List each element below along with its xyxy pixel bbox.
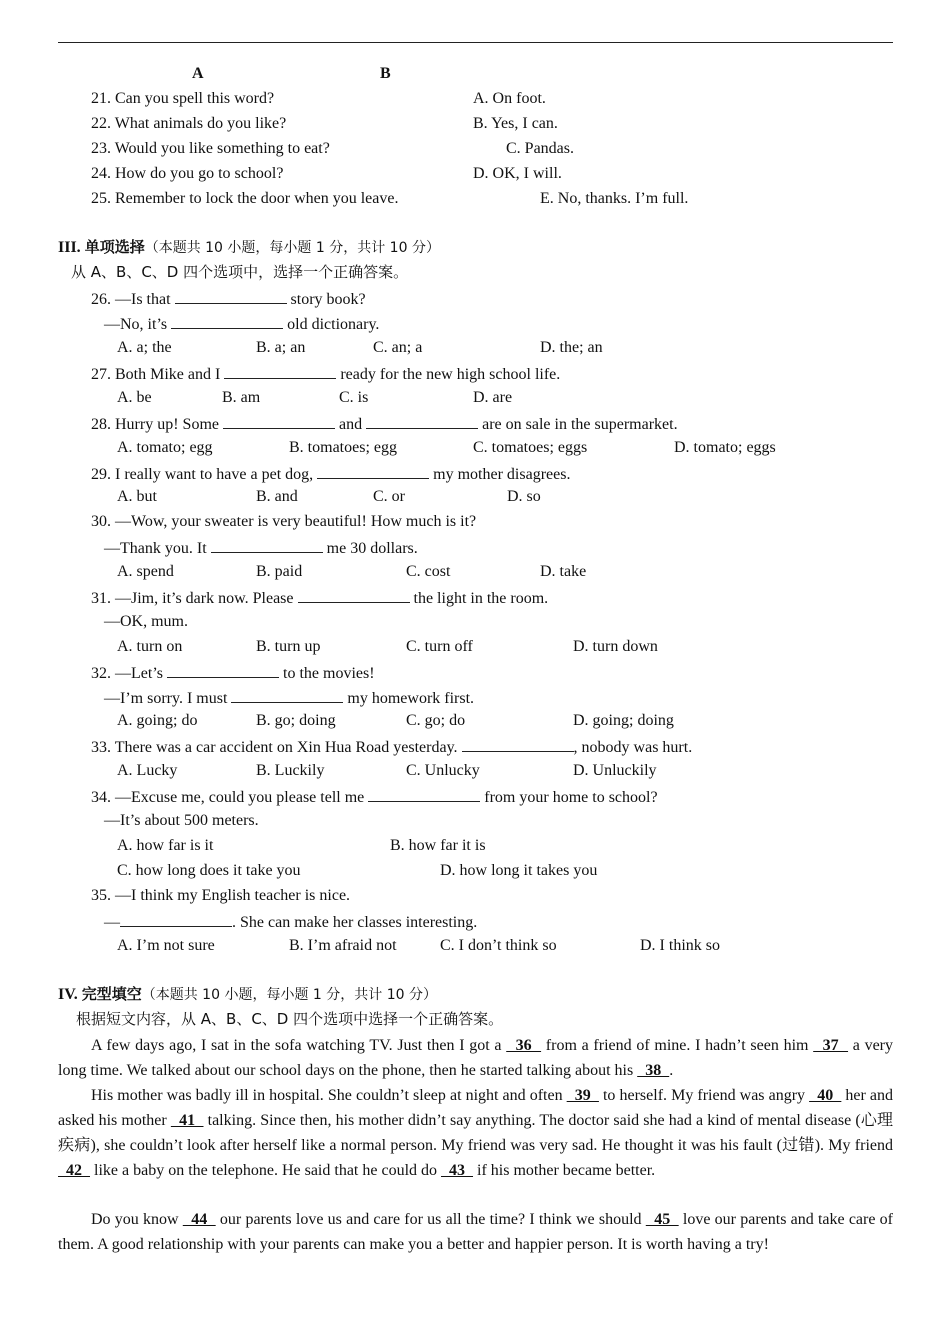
question-26 xyxy=(91,288,366,310)
question-text: 29. I really want to have a pet dog, xyxy=(91,466,314,483)
option-a: A. be xyxy=(117,389,152,406)
question-text: are on sale in the supermarket. xyxy=(482,416,678,433)
question-text: my mother disagrees. xyxy=(433,466,571,483)
section-4-note: （本题共 10 小题，每小题 1 分，共计 10 分） xyxy=(141,987,437,1003)
blank-number: 37 xyxy=(813,1037,849,1054)
option-a: A. tomato; egg xyxy=(117,439,213,456)
option-c: C. go; do xyxy=(406,712,466,729)
match-answer: D. OK, I will. xyxy=(473,165,562,182)
blank-number: 42 xyxy=(58,1162,90,1179)
match-answer: B. Yes, I can. xyxy=(473,115,558,132)
question-text: 26. —Is that xyxy=(91,291,171,308)
answer-blank xyxy=(171,313,283,329)
blank-number: 36 xyxy=(506,1037,542,1054)
answer-blank xyxy=(231,687,343,703)
answer-blank xyxy=(462,736,574,752)
option-d: D. turn down xyxy=(573,638,658,655)
question-35: 35. —I think my English teacher is nice. xyxy=(91,887,351,904)
question-text: 28. Hurry up! Some xyxy=(91,416,219,433)
option-b: B. how far it is xyxy=(390,837,486,854)
question-34 xyxy=(91,786,658,808)
question-30: 30. —Wow, your sweater is very beautiful! How much is it? xyxy=(91,513,477,530)
passage-text: from a friend of mine. I hadn’t seen him xyxy=(541,1037,814,1054)
question-28 xyxy=(91,413,678,435)
question-text: story book? xyxy=(290,291,366,308)
option-d: D. going; doing xyxy=(573,712,674,729)
answer-blank xyxy=(298,587,410,603)
passage-text: her and asked his mother xyxy=(58,1087,894,1129)
column-a-header: A xyxy=(192,65,204,82)
option-b: B. and xyxy=(256,488,298,505)
option-d: D. the; an xyxy=(540,339,603,356)
option-a: A. Lucky xyxy=(117,762,178,779)
match-question: 23. Would you like something to eat? xyxy=(91,140,330,157)
passage-text: if his mother became better. xyxy=(473,1162,656,1179)
option-a: A. I’m not sure xyxy=(117,937,215,954)
section-3-instruction: 从 A、B、C、D 四个选项中，选择一个正确答案。 xyxy=(71,263,409,281)
question-34-reply: —It’s about 500 meters. xyxy=(104,812,259,829)
answer-blank xyxy=(224,363,336,379)
answer-blank xyxy=(368,786,480,802)
question-27 xyxy=(91,363,560,385)
option-b: B. paid xyxy=(256,563,303,580)
option-c: C. Unlucky xyxy=(406,762,480,779)
option-d: D. are xyxy=(473,389,513,406)
section-4-instruction: 根据短文内容，从 A、B、C、D 四个选项中选择一个正确答案。 xyxy=(76,1010,504,1028)
option-d: D. tomato; eggs xyxy=(674,439,776,456)
question-text: 33. There was a car accident on Xin Hua Road yesterday. xyxy=(91,739,458,756)
option-b: B. go; doing xyxy=(256,712,336,729)
question-31-reply: —OK, mum. xyxy=(104,613,188,630)
option-a: A. a; the xyxy=(117,339,172,356)
question-text: my homework first. xyxy=(347,690,475,707)
question-text: 27. Both Mike and I xyxy=(91,366,221,383)
question-text: 32. —Let’s xyxy=(91,665,163,682)
question-text: the light in the room. xyxy=(413,590,549,607)
question-text: 31. —Jim, it’s dark now. Please xyxy=(91,590,294,607)
question-text: —I’m sorry. I must xyxy=(104,690,228,707)
blank-number: 40 xyxy=(809,1087,842,1104)
match-question: 21. Can you spell this word? xyxy=(91,90,275,107)
question-32-reply xyxy=(104,687,474,709)
passage-text: His mother was badly ill in hospital. She couldn’t sleep at night and often xyxy=(91,1087,567,1104)
answer-blank xyxy=(317,463,429,479)
passage-text: love our parents and take care of them. A good relationship with your parents can make you a better and happier person. It is worth having a try! xyxy=(58,1211,894,1253)
question-text: to the movies! xyxy=(283,665,375,682)
match-answer: E. No, thanks. I’m full. xyxy=(540,190,689,207)
passage-text: . xyxy=(669,1062,674,1079)
answer-blank xyxy=(120,911,232,927)
option-a: A. how far is it xyxy=(117,837,214,854)
section-4-title: 完型填空 xyxy=(81,985,142,1003)
passage-paragraph-2 xyxy=(58,1083,893,1183)
question-text: —Thank you. It xyxy=(104,540,207,557)
question-text: from your home to school? xyxy=(484,789,658,806)
option-b: B. am xyxy=(222,389,261,406)
match-question: 22. What animals do you like? xyxy=(91,115,287,132)
blank-number: 41 xyxy=(170,1112,204,1129)
header-rule xyxy=(58,42,893,43)
question-33 xyxy=(91,736,692,758)
answer-blank xyxy=(223,413,335,429)
blank-number: 44 xyxy=(182,1211,216,1228)
question-text: —No, it’s xyxy=(104,316,168,333)
question-32 xyxy=(91,662,375,684)
option-d: D. take xyxy=(540,563,587,580)
option-b: B. tomatoes; egg xyxy=(289,439,397,456)
option-d: D. how long it takes you xyxy=(440,862,598,879)
question-26-reply xyxy=(104,313,379,335)
match-answer: C. Pandas. xyxy=(506,140,574,157)
passage-paragraph-1 xyxy=(58,1033,893,1083)
passage-text: talking. Since then, his mother didn’t say anything. The doctor said she had a kind of mental disease (心理疾病), she couldn’t look after herself like a normal person. My friend was very sad. He thought it was his fault (过错). My friend xyxy=(58,1112,894,1154)
question-text: . She can make her classes interesting. xyxy=(232,914,478,931)
answer-blank xyxy=(211,537,323,553)
match-question: 24. How do you go to school? xyxy=(91,165,284,182)
question-text: , nobody was hurt. xyxy=(573,739,693,756)
section-4-number: IV. xyxy=(58,986,78,1003)
match-question: 25. Remember to lock the door when you leave. xyxy=(91,190,399,207)
question-text: old dictionary. xyxy=(287,316,380,333)
option-c: C. turn off xyxy=(406,638,473,655)
answer-blank xyxy=(167,662,279,678)
option-d: D. so xyxy=(507,488,541,505)
blank-number: 45 xyxy=(645,1211,679,1228)
option-c: C. is xyxy=(339,389,369,406)
option-a: A. going; do xyxy=(117,712,198,729)
answer-blank xyxy=(175,288,287,304)
section-3-heading xyxy=(58,237,440,258)
section-3-title: 单项选择 xyxy=(84,238,145,256)
section-3-number: III. xyxy=(58,239,81,256)
match-answer: A. On foot. xyxy=(473,90,546,107)
option-b: B. I’m afraid not xyxy=(289,937,397,954)
question-35-reply xyxy=(104,911,477,933)
option-a: A. turn on xyxy=(117,638,183,655)
option-c: C. I don’t think so xyxy=(440,937,557,954)
question-text: — xyxy=(104,914,120,931)
question-text: 34. —Excuse me, could you please tell me xyxy=(91,789,365,806)
passage-text: A few days ago, I sat in the sofa watching TV. Just then I got a xyxy=(91,1037,507,1054)
option-c: C. how long does it take you xyxy=(117,862,301,879)
question-text: ready for the new high school life. xyxy=(340,366,561,383)
question-text: and xyxy=(338,416,363,433)
passage-text: our parents love us and care for us all the time? I think we should xyxy=(215,1211,646,1228)
option-b: B. Luckily xyxy=(256,762,325,779)
blank-number: 43 xyxy=(441,1162,474,1179)
passage-text: like a baby on the telephone. He said that he could do xyxy=(90,1162,442,1179)
option-c: C. cost xyxy=(406,563,451,580)
question-30-reply xyxy=(104,537,418,559)
answer-blank xyxy=(366,413,478,429)
option-a: A. but xyxy=(117,488,157,505)
blank-number: 39 xyxy=(566,1087,599,1104)
option-b: B. a; an xyxy=(256,339,306,356)
option-c: C. or xyxy=(373,488,405,505)
passage-text: Do you know xyxy=(91,1211,183,1228)
option-a: A. spend xyxy=(117,563,174,580)
option-c: C. tomatoes; eggs xyxy=(473,439,588,456)
section-3-note: （本题共 10 小题，每小题 1 分，共计 10 分） xyxy=(144,240,440,256)
option-b: B. turn up xyxy=(256,638,321,655)
question-29 xyxy=(91,463,570,485)
passage-text: to herself. My friend was angry xyxy=(598,1087,810,1104)
question-31 xyxy=(91,587,548,609)
column-b-header: B xyxy=(380,65,391,82)
option-d: D. I think so xyxy=(640,937,720,954)
blank-number: 38 xyxy=(637,1062,670,1079)
section-4-heading xyxy=(58,984,437,1005)
question-text: me 30 dollars. xyxy=(326,540,418,557)
option-c: C. an; a xyxy=(373,339,423,356)
passage-paragraph-3 xyxy=(58,1207,893,1257)
option-d: D. Unluckily xyxy=(573,762,657,779)
passage-text: a very long time. We talked about our school days on the phone, then he started talking about his xyxy=(58,1037,894,1079)
